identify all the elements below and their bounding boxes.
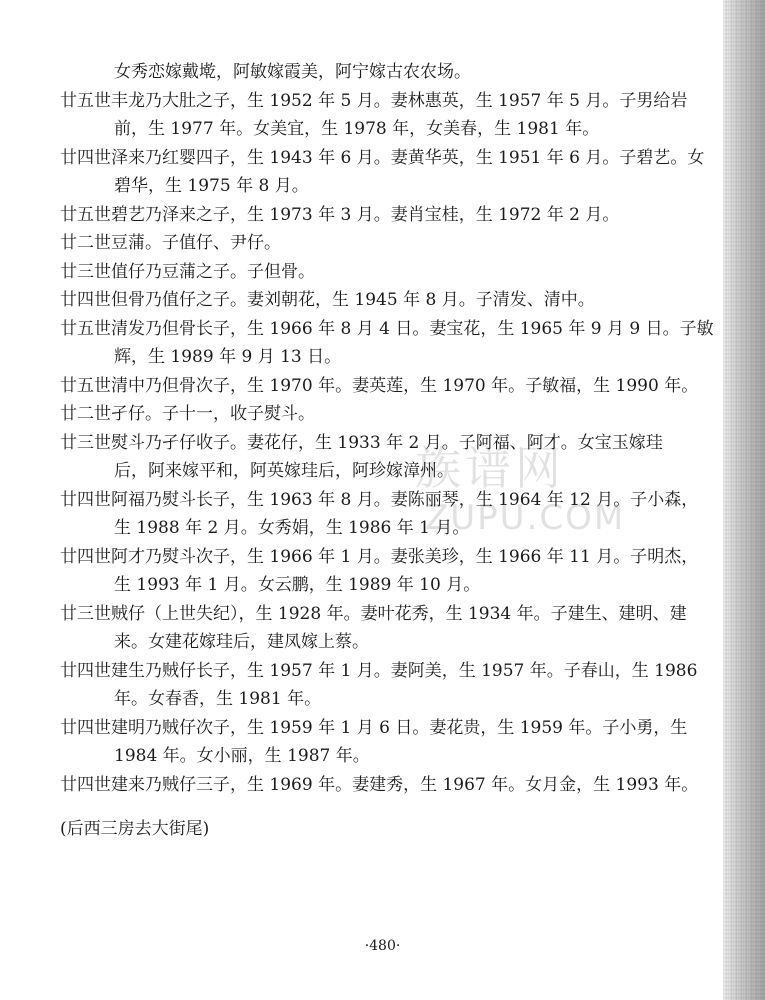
text-line: 廿二世豆蒲。子值仔、尹仔。	[60, 233, 281, 253]
text-line: 廿四世建来乃贼仔三子，生 1969 年。妻建秀，生 1967 年。女月金，生 1993 年。	[60, 774, 699, 795]
text-line: 生 1988 年 2 月。女秀娟，生 1986 年 1 月。	[114, 518, 470, 538]
text-line: 碧华，生 1975 年 8 月。	[114, 176, 309, 196]
text-line: 廿四世泽来乃红婴四子，生 1943 年 6 月。妻黄华英，生 1951 年 6 月。子碧艺。女	[60, 147, 705, 168]
text-line: 廿四世建生乃贼仔长子，生 1957 年 1 月。妻阿美，生 1957 年。子春山，生 1986	[60, 660, 698, 681]
text-line: 1984 年。女小丽，生 1987 年。	[114, 746, 370, 766]
text-line: 廿五世清发乃但骨长子，生 1966 年 8 月 4 日。妻宝花，生 1965 年 9 月 9 日。子敏	[60, 318, 714, 339]
genealogy-text	[60, 58, 720, 799]
text-line: 廿三世值仔乃豆蒲之子。子但骨。	[60, 261, 315, 282]
page-number: ·480·	[364, 938, 401, 954]
text-line: 廿四世阿才乃熨斗次子，生 1966 年 1 月。妻张美珍，生 1966 年 11 月。子明杰，	[60, 546, 699, 567]
text-line: 廿四世阿福乃熨斗长子，生 1963 年 8 月。妻陈丽琴，生 1964 年 12 月。子小森，	[60, 489, 699, 510]
text-line: 后，阿来嫁平和，阿英嫁珪后，阿珍嫁漳州。	[114, 461, 454, 481]
text-line: 廿四世但骨乃值仔之子。妻刘朝花，生 1945 年 8 月。子清发、清中。	[60, 290, 595, 310]
watermark-en: ZUPU.COM	[425, 498, 626, 538]
text-line: 女秀恋嫁戴墘，阿敏嫁霞美，阿宁嫁古农农场。	[114, 62, 471, 82]
genealogy-entries	[60, 58, 720, 799]
text-line: 年。女春香，生 1981 年。	[114, 689, 322, 709]
text-line: 前，生 1977 年。女美宜，生 1978 年，女美春，生 1981 年。	[114, 119, 600, 139]
text-line: 廿二世孑仔。子十一，收子熨斗。	[60, 404, 315, 424]
text-line: 生 1993 年 1 月。女云鹏，生 1989 年 10 月。	[114, 575, 481, 595]
watermark-cn: 族谱网	[415, 441, 565, 495]
text-line: 廿三世贼仔（上世失纪），生 1928 年。妻叶花秀，生 1934 年。子建生、建明、建	[60, 603, 687, 624]
text-line: 廿三世熨斗乃孑仔收子。妻花仔，生 1933 年 2 月。子阿福、阿才。女宝玉嫁珪	[60, 432, 663, 453]
text-line: 廿五世丰龙乃大肚之子，生 1952 年 5 月。妻林惠英，生 1957 年 5 月。子男给岩	[60, 90, 688, 111]
section-note: (后西三房去大街尾)	[60, 819, 210, 839]
text-line: 辉，生 1989 年 9 月 13 日。	[114, 347, 342, 367]
scan-edge-shadow	[723, 0, 765, 1000]
text-line: 廿五世碧艺乃泽来之子，生 1973 年 3 月。妻肖宝桂，生 1972 年 2 月。	[60, 204, 620, 225]
text-line: 廿四世建明乃贼仔次子，生 1959 年 1 月 6 日。妻花贵，生 1959 年。子小勇，生	[60, 717, 688, 738]
text-line: 来。女建花嫁珪后，建凤嫁上蔡。	[114, 632, 369, 652]
text-line: 廿五世清中乃但骨次子，生 1970 年。妻英莲，生 1970 年。子敏福，生 1990 年。	[60, 375, 699, 396]
